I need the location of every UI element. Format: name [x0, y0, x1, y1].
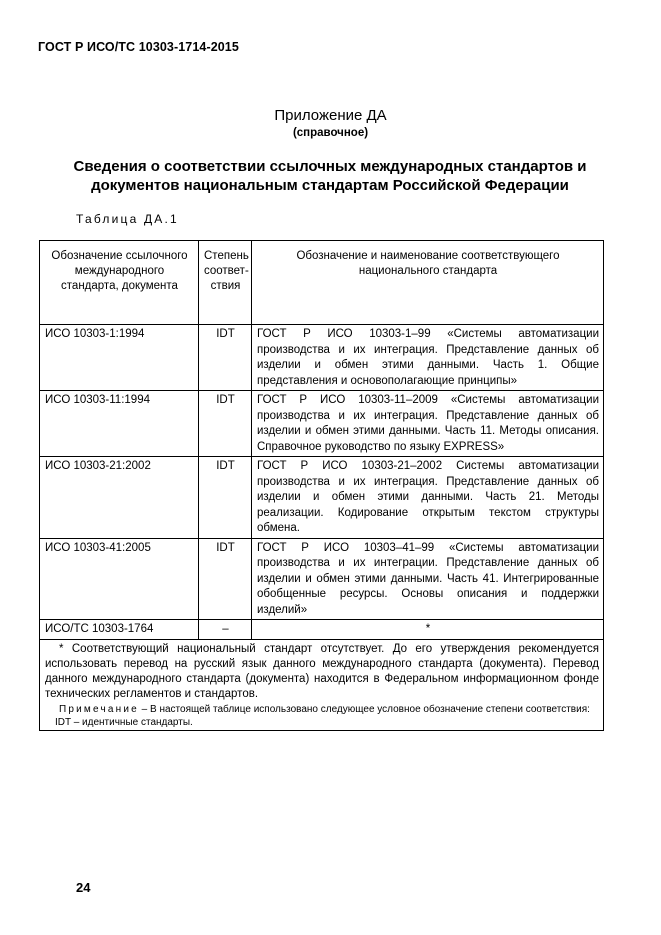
national-standard: ГОСТ Р ИСО 10303-11–2009 «Системы автоматизации производства и их интеграция. Представление данных об изделии и обмен этими данными. Часть 11. Методы описания. Справочное руководство по языку EXPRESS»	[252, 391, 604, 457]
national-standard: ГОСТ Р ИСО 10303–41–99 «Системы автоматизации производства и их интеграции. Представление данных об изделии и обмен этими данными. Часть 41. Интегрированные обобщенные ресурсы. Основы описания и поддержки изделий»	[252, 538, 604, 620]
section-heading-line-2: документов национальным стандартам Российской Федерации	[91, 177, 569, 194]
column-header-reference: Обозначение ссылочного международного стандарта, документа	[40, 241, 199, 325]
note-definition: IDT – идентичные стандарты.	[55, 716, 193, 728]
table-header-row	[40, 241, 604, 325]
degree-of-correspondence: IDT	[199, 325, 252, 391]
table-row	[40, 457, 604, 539]
table-footnote-row	[40, 639, 604, 730]
national-standard: *	[252, 620, 604, 640]
table-row	[40, 538, 604, 620]
reference-standard: ИСО 10303-11:1994	[40, 391, 199, 457]
table-row	[40, 620, 604, 640]
reference-standard: ИСО 10303-1:1994	[40, 325, 199, 391]
page-number: 24	[76, 880, 91, 895]
document-code: ГОСТ Р ИСО/ТС 10303-1714-2015	[38, 40, 239, 54]
table-label: Таблица ДА.1	[76, 212, 179, 226]
national-standard: ГОСТ Р ИСО 10303-21–2002 Системы автоматизации производства и их интеграция. Представление данных об изделии и обмен этими данными. Часть 21. Методы реализации. Кодирование открытым текстом структуры обмена.	[252, 457, 604, 539]
section-heading-line-1: Сведения о соответствии ссылочных международных стандартов и	[73, 158, 587, 175]
national-standard: ГОСТ Р ИСО 10303-1–99 «Системы автоматизации производства и их интеграция. Представление данных об изделии и обмен этими данными. Часть 1. Общие представления и основополагающие принципы»	[252, 325, 604, 391]
reference-standard: ИСО 10303-41:2005	[40, 538, 199, 620]
degree-of-correspondence: IDT	[199, 538, 252, 620]
table-footnote-cell	[40, 639, 604, 730]
table-note	[45, 703, 599, 716]
footnote-text: * Соответствующий национальный стандарт отсутствует. До его утверждения рекомендуется использовать перевод на русский язык данного международного стандарта (документа). Перевод данного международного стандарта (документа) находится в Федеральном информационном фонде технических регламентов и стандартов.	[45, 642, 599, 700]
column-header-national: Обозначение и наименование соответствующего национального стандарта	[252, 241, 604, 325]
table-row	[40, 325, 604, 391]
degree-of-correspondence: –	[199, 620, 252, 640]
section-heading	[40, 157, 620, 195]
degree-of-correspondence: IDT	[199, 457, 252, 539]
annex-title: Приложение ДА	[274, 107, 387, 124]
reference-standard: ИСО/ТС 10303-1764	[40, 620, 199, 640]
table-row	[40, 391, 604, 457]
degree-of-correspondence: IDT	[199, 391, 252, 457]
correspondence-table	[39, 240, 604, 731]
annex-subtitle: (справочное)	[292, 127, 369, 139]
column-header-degree: Степень соответ-ствия	[199, 241, 252, 325]
reference-standard: ИСО 10303-21:2002	[40, 457, 199, 539]
note-text: – В настоящей таблице использовано следующее условное обозначение степени соответствия:	[138, 703, 590, 715]
note-label: Примечание	[59, 703, 139, 715]
